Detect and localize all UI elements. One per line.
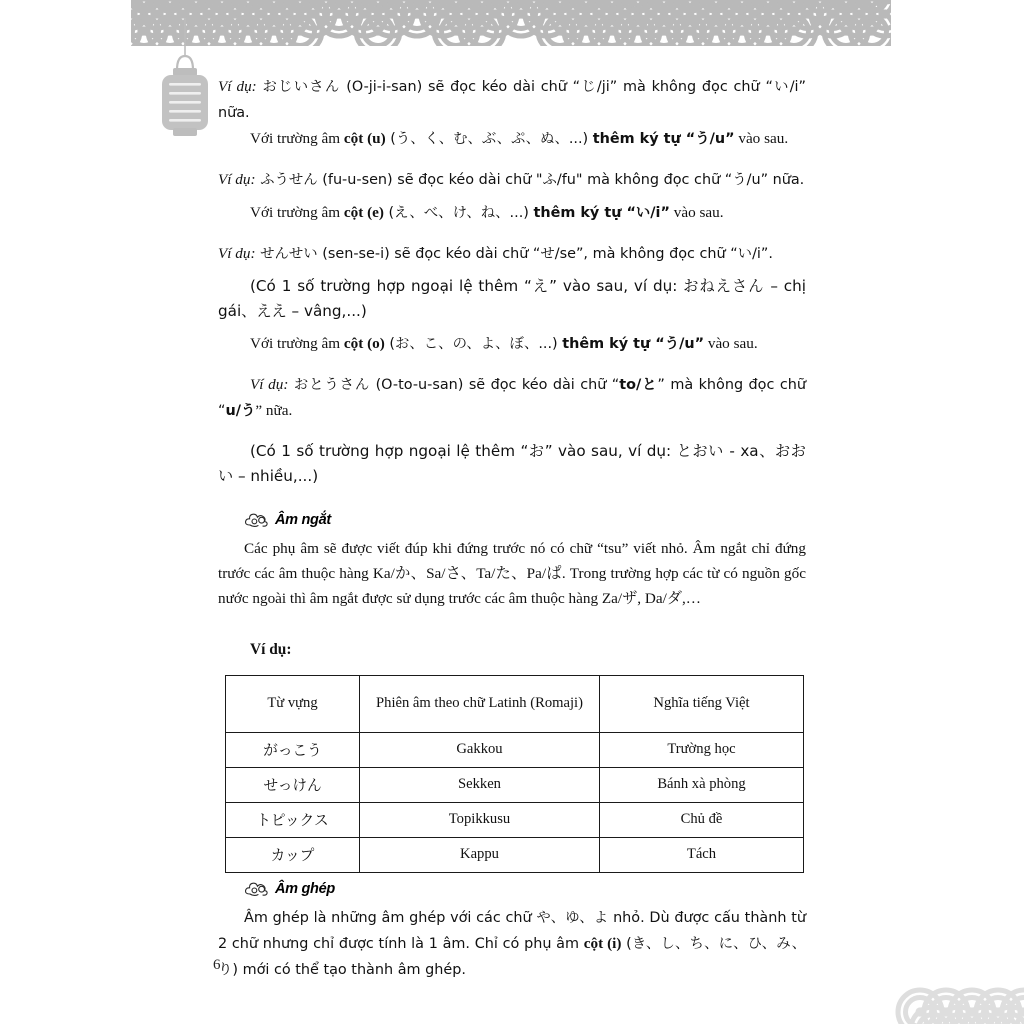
cloud-icon	[244, 511, 270, 529]
rule-o-bold: thêm ký tự “う/u”	[562, 336, 705, 352]
section-title-am-ngat: Âm ngắt	[275, 512, 331, 528]
page-number: 6	[213, 957, 221, 973]
table-row	[226, 767, 804, 802]
example-4-tail: ” nữa.	[255, 402, 293, 419]
example-1	[218, 74, 806, 126]
rule-e-post: vào sau.	[669, 204, 724, 221]
cell-meaning: Bánh xà phòng	[600, 767, 804, 802]
am-ghep-pre: Âm ghép là những âm ghép với các chữ や、ゆ、よ nhỏ. Dù được cấu thành từ 2 chữ nhưng chỉ được tính là 1 âm. Chỉ có phụ âm	[218, 909, 806, 952]
rule-u	[218, 126, 806, 152]
vidu-label-3: Ví dụ:	[218, 245, 256, 262]
table-header-meaning: Nghĩa tiếng Việt	[600, 675, 804, 732]
example-3-text: せんせい (sen-se-i) sẽ đọc kéo dài chữ “せ/se”, mà không đọc chữ “い/i”.	[255, 246, 773, 262]
section-heading-am-ghep	[244, 880, 806, 898]
rule-u-post: vào sau.	[734, 130, 789, 147]
cell-vocab: カップ	[226, 837, 360, 872]
note-e: (Có 1 số trường hợp ngoại lệ thêm “え” vào sau, ví dụ: おねえさん – chị gái、ええ – vâng,...)	[218, 277, 806, 320]
cell-romaji: Topikkusu	[360, 802, 600, 837]
example-4-bold-to: to/と	[619, 377, 658, 393]
cell-romaji: Sekken	[360, 767, 600, 802]
section-heading-am-ngat	[244, 511, 806, 529]
example-4	[218, 372, 806, 424]
rule-o-post: vào sau.	[704, 335, 758, 352]
rule-o	[218, 331, 806, 357]
cell-meaning: Tách	[600, 837, 804, 872]
cell-vocab: がっこう	[226, 732, 360, 767]
example-4-text: おとうさん (O-to-u-san) sẽ đọc kéo dài chữ “	[288, 377, 620, 393]
document-body	[218, 74, 806, 983]
table-row	[226, 802, 804, 837]
am-ngat-paragraph: Các phụ âm sẽ được viết đúp khi đứng trước nó có chữ “tsu” viết nhỏ. Âm ngắt chỉ đứng trước các âm thuộc hàng Ka/か、Sa/さ、Ta/た、Pa/ぱ. Trong trường hợp các từ có nguồn gốc nước ngoài thì âm ngắt được sử dụng trước các âm thuộc hàng Za/ザ, Da/ダ,…	[218, 540, 806, 607]
section-title-am-ghep: Âm ghép	[275, 880, 335, 897]
cell-vocab: トピックス	[226, 802, 360, 837]
example-4-mid: ” mà không đọc chữ “	[218, 377, 806, 419]
rule-e-bold: thêm ký tự “い/i”	[533, 205, 670, 221]
vidu-label-1: Ví dụ:	[218, 78, 257, 95]
am-ghep-paragraph	[218, 905, 806, 983]
cell-romaji: Kappu	[360, 837, 600, 872]
rule-u-kana: (う、く、む、ぶ、ぷ、ぬ、...)	[385, 131, 593, 147]
vocabulary-table	[225, 675, 804, 873]
rule-u-pre: Với trường âm	[250, 130, 344, 147]
rule-e-column: cột (e)	[343, 204, 384, 221]
rule-e	[218, 200, 806, 226]
am-ghep-post: (き、し、ち、に、ひ、み、り) mới có thể tạo thành âm ghép.	[218, 935, 807, 978]
table-row	[226, 837, 804, 872]
rule-u-bold: thêm ký tự “う/u”	[592, 131, 735, 147]
example-1-text: おじいさん (O-ji-i-san) sẽ đọc kéo dài chữ “じ/ji” mà không đọc chữ “い/i” nữa.	[218, 79, 806, 121]
table-header-row	[226, 675, 804, 732]
cell-meaning: Chủ đề	[600, 802, 804, 837]
rule-u-column: cột (u)	[343, 130, 386, 147]
vidu-label-2: Ví dụ:	[218, 171, 256, 188]
note-o: (Có 1 số trường hợp ngoại lệ thêm “お” vào sau, ví dụ: とおい - xa、おおい – nhiều,...)	[218, 442, 806, 485]
table-header-vocab: Từ vựng	[226, 675, 360, 732]
rule-e-pre: Với trường âm	[250, 204, 344, 221]
cloud-icon	[244, 880, 270, 898]
rule-o-column: cột (o)	[343, 335, 385, 352]
rule-o-pre: Với trường âm	[250, 335, 344, 352]
example-4-bold-u: u/う	[225, 403, 256, 419]
seigaiha-wave-pattern	[131, 0, 891, 46]
rule-o-kana: (お、こ、の、よ、ぼ、...)	[384, 336, 563, 352]
table-example-label: Ví dụ:	[250, 641, 292, 659]
vidu-label-4: Ví dụ:	[250, 376, 289, 393]
rule-e-kana: (え、べ、け、ね、...)	[383, 205, 534, 221]
japanese-lantern	[152, 18, 218, 148]
seigaiha-corner-pattern	[874, 960, 1024, 1024]
example-2	[218, 167, 806, 193]
am-ghep-column: cột (i)	[583, 934, 622, 952]
table-header-romaji: Phiên âm theo chữ Latinh (Romaji)	[360, 675, 600, 732]
example-3	[218, 241, 806, 267]
cell-romaji: Gakkou	[360, 732, 600, 767]
example-2-text: ふうせん (fu-u-sen) sẽ đọc kéo dài chữ "ふ/fu" mà không đọc chữ “う/u” nữa.	[255, 172, 805, 188]
cell-vocab: せっけん	[226, 767, 360, 802]
cell-meaning: Trường học	[600, 732, 804, 767]
table-row	[226, 732, 804, 767]
